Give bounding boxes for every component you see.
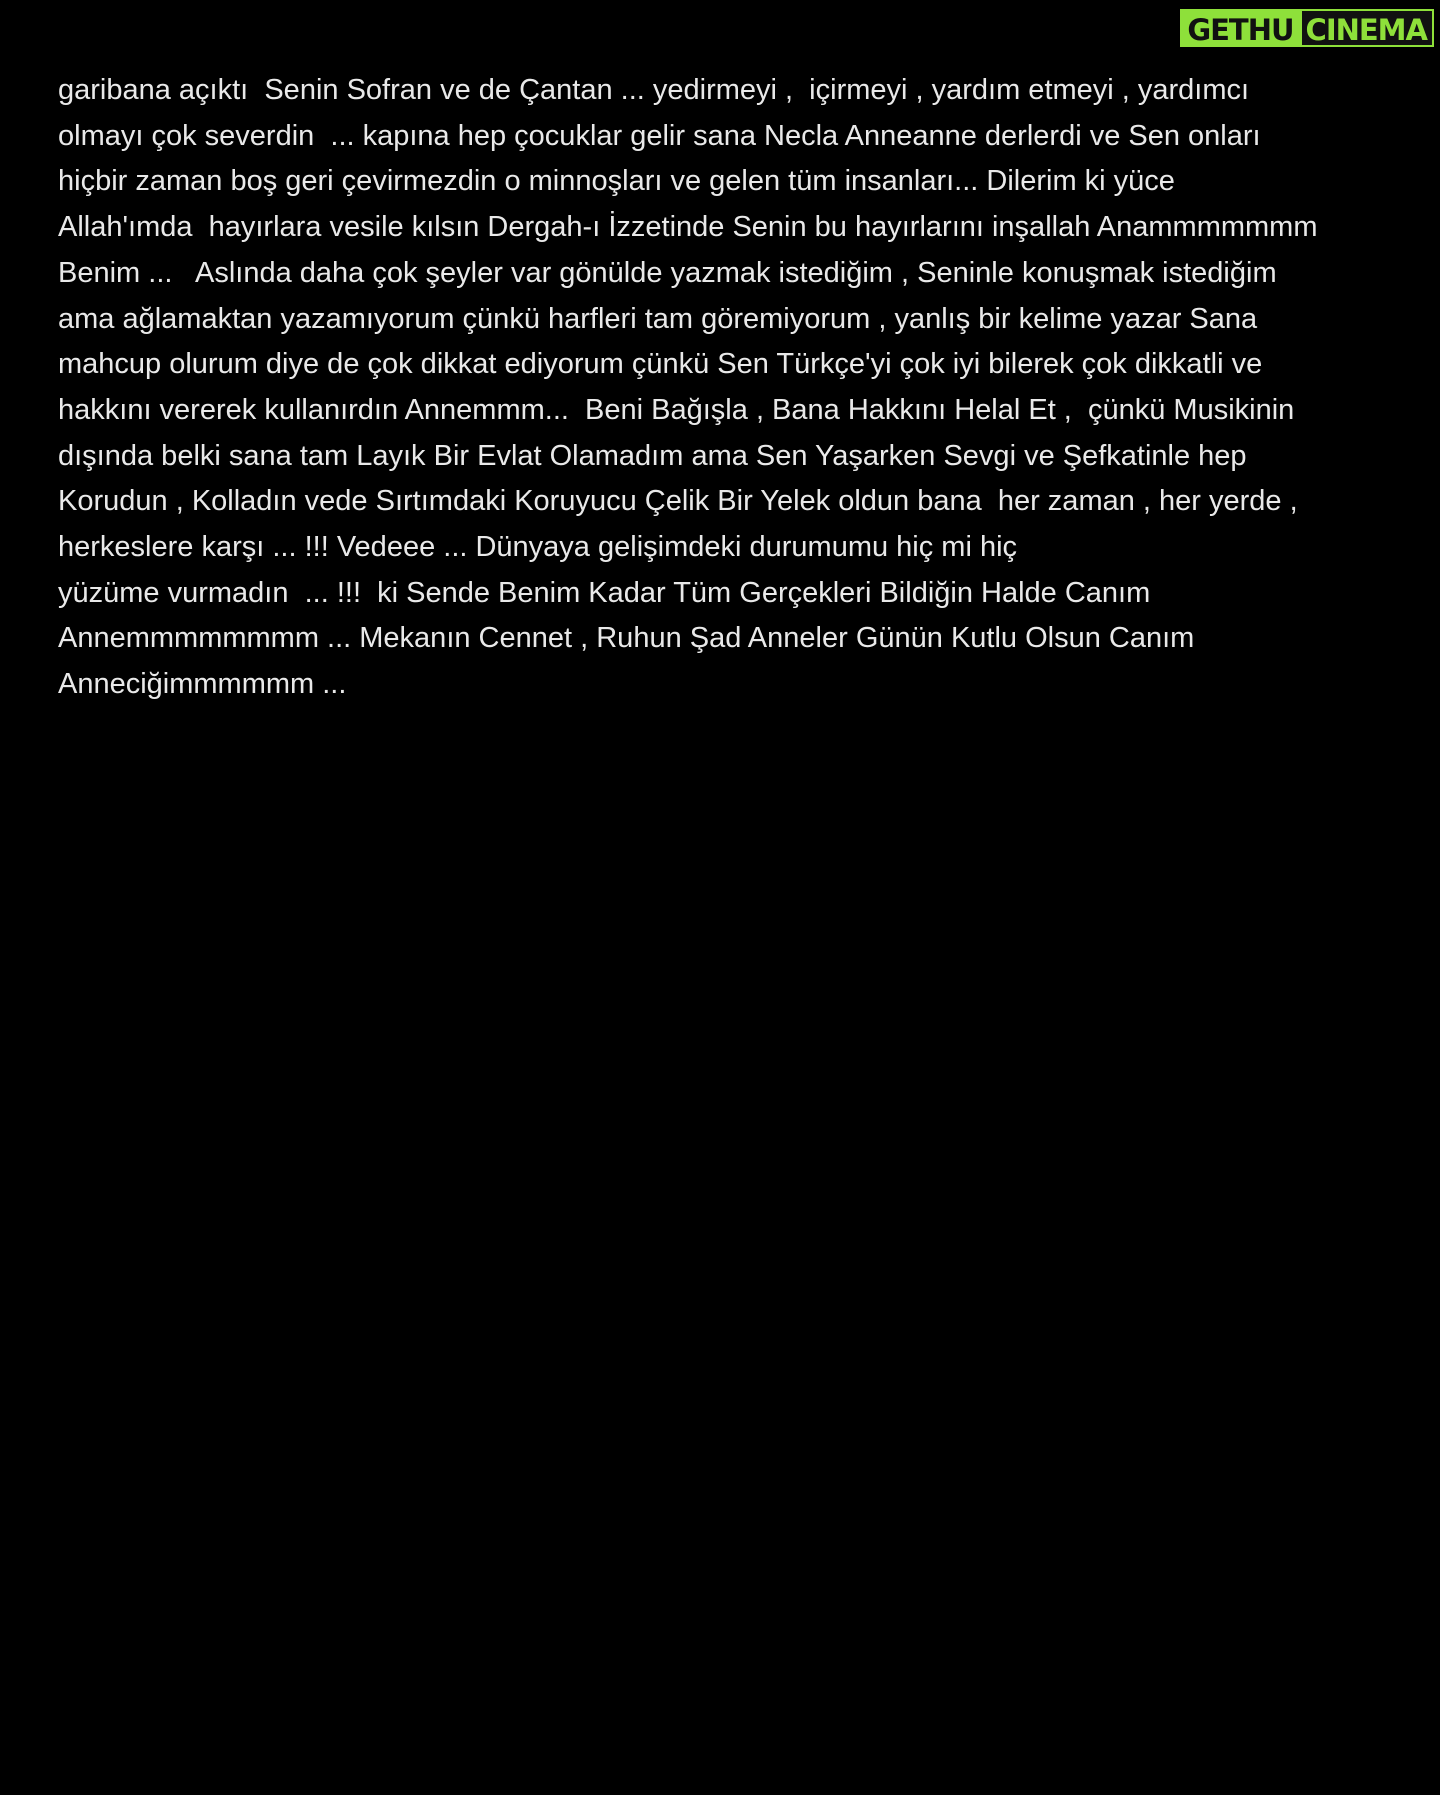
text-line: Allah'ımda hayırlara vesile kılsın Dergah-ı İzzetinde Senin bu hayırlarını inşallah Anammmmmmm: [58, 211, 1318, 244]
watermark-left-text: GETHU: [1180, 9, 1299, 47]
text-line: olmayı çok severdin ... kapına hep çocuklar gelir sana Necla Anneanne derlerdi ve Sen onları: [58, 119, 1261, 152]
text-line: Korudun , Kolladın vede Sırtımdaki Koruyucu Çelik Bir Yelek oldun bana her zaman , her yerde ,: [58, 485, 1298, 518]
text-line: Anneciğimmmmmm ...: [58, 668, 347, 701]
text-line: ama ağlamaktan yazamıyorum çünkü harfleri tam göremiyorum , yanlış bir kelime yazar Sana: [58, 302, 1258, 335]
message-text-block: [58, 68, 1418, 708]
text-line: Annemmmmmmmm ... Mekanın Cennet , Ruhun Şad Anneler Günün Kutlu Olsun Canım: [58, 622, 1195, 655]
text-line: yüzüme vurmadın ... !!! ki Sende Benim Kadar Tüm Gerçekleri Bildiğin Halde Canım: [58, 576, 1151, 609]
text-line: dışında belki sana tam Layık Bir Evlat Olamadım ama Sen Yaşarken Sevgi ve Şefkatinle hep: [58, 439, 1247, 472]
text-line: herkeslere karşı ... !!! Vedeee ... Dünyaya gelişimdeki durumumu hiç mi hiç: [58, 531, 1018, 564]
watermark-logo: [1180, 9, 1434, 47]
watermark-right-text: CINEMA: [1300, 9, 1434, 47]
text-line: Benim ... Aslında daha çok şeyler var gönülde yazmak istediğim , Seninle konuşmak istediğim: [58, 256, 1277, 289]
text-line: garibana açıktı Senin Sofran ve de Çantan ... yedirmeyi , içirmeyi , yardım etmeyi , yardımcı: [58, 74, 1250, 106]
text-line: hakkını vererek kullanırdın Annemmm... Beni Bağışla , Bana Hakkını Helal Et , çünkü Musikinin: [58, 393, 1295, 426]
text-line: hiçbir zaman boş geri çevirmezdin o minnoşları ve gelen tüm insanları... Dilerim ki yüce: [58, 165, 1175, 198]
text-line: mahcup olurum diye de çok dikkat ediyorum çünkü Sen Türkçe'yi çok iyi bilerek çok dikkatli ve: [58, 348, 1263, 381]
